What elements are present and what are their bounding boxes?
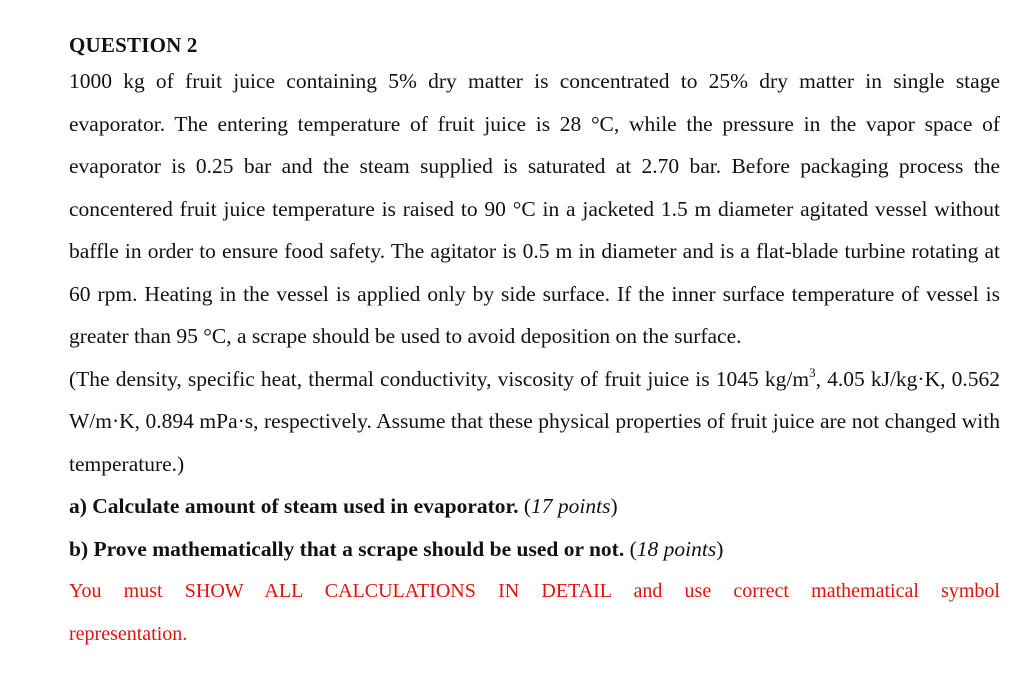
part-a-points-value: 17 points	[531, 494, 611, 518]
part-b-label: b) Prove mathematically that a scrape should be used or not.	[69, 536, 625, 561]
part-b-points-value: 18 points	[636, 536, 717, 561]
problem-statement: 1000 kg of fruit juice containing 5% dry matter is concentrated to 25% dry matter in single stage evaporator. The entering temperature of fruit juice is 28 °C, while the pressure in the vapor space of evaporator is 0.25 bar and the steam supplied is saturated at 2.70 bar. Before packaging process the concentered fruit juice temperature is raised to 90 °C in a jacketed 1.5 m diameter agitated vessel without baffle in order to ensure food safety. The agitator is 0.5 m in diameter and is a flat-blade turbine rotating at 60 rpm. Heating in the vessel is applied only by side surface. If the inner surface temperature of vessel is greater than 95 °C, a scrape should be used to avoid deposition on the surface.	[69, 69, 1000, 348]
part-a-points: (17 points)	[523, 494, 618, 518]
properties-text-start: (The density, specific heat, thermal conductivity, viscosity of fruit juice is 1045 kg/m	[69, 366, 810, 391]
calculation-warning: You must SHOW ALL CALCULATIONS IN DETAIL and use correct mathematical symbol representation.	[69, 580, 1000, 645]
properties-text-end: , 4.05 kJ/kg·K, 0.562 W/m·K, 0.894 mPa·s, respectively. Assume that these physical properties of fruit juice are not changed with temperature.)	[69, 366, 1000, 476]
question-title: QUESTION 2	[69, 33, 198, 57]
cubic-superscript: 3	[809, 364, 816, 380]
part-a-label: a) Calculate amount of steam used in evaporator.	[69, 494, 519, 518]
part-b-points: (18 points)	[629, 536, 724, 561]
physical-properties	[69, 358, 1000, 486]
question-document	[69, 30, 1000, 655]
part-a	[69, 485, 1000, 528]
part-b	[69, 528, 1000, 571]
